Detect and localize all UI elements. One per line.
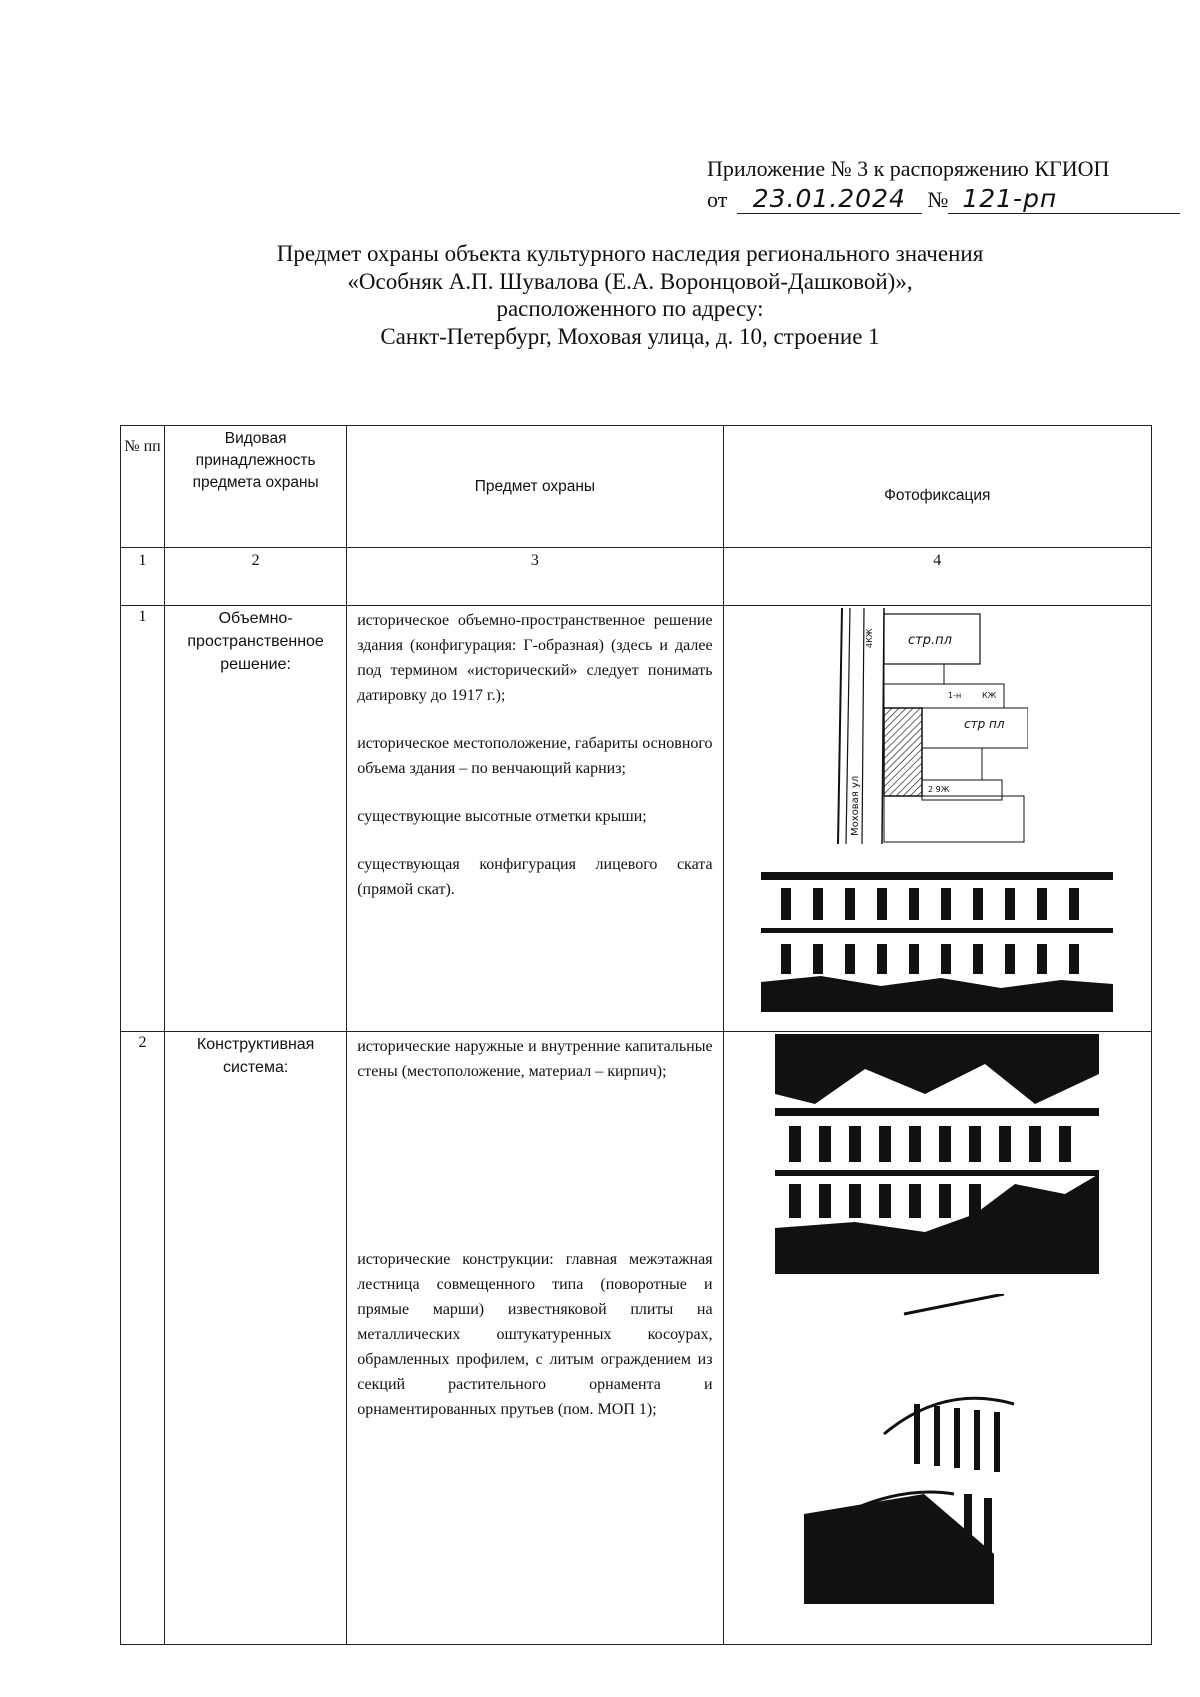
column-number-row (121, 548, 1152, 606)
subject-item: существующая конфигурация лицевого ската (прямой скат). (357, 856, 713, 898)
column-number: 2 (165, 548, 347, 606)
header-num: № пп (121, 426, 165, 548)
title-line-3: расположенного по адресу: (496, 296, 764, 321)
table-header-row (121, 426, 1152, 548)
protection-subject-table (120, 425, 1152, 1645)
row-subject (347, 1032, 723, 1645)
subject-item: историческое объемно-пространственное решение здания (конфигурация: Г-образная) (здесь и далее под термином «исторический» следует понимать датировку до 1917 г.); (357, 612, 713, 704)
row-photos (723, 1032, 1151, 1645)
number-label: № (927, 187, 949, 212)
row-subject (347, 606, 723, 1032)
staircase-photo (804, 1294, 1064, 1604)
order-date: 23.01.2024 (737, 184, 922, 214)
annex-date-number (707, 184, 1180, 214)
facade-photo (761, 864, 1113, 1012)
from-label: от (707, 187, 728, 212)
subject-item: существующие высотные отметки крыши; (357, 808, 647, 825)
map-label-plot2: стр пл (963, 717, 1005, 731)
annex-reference: Приложение № 3 к распоряжению КГИОП (707, 156, 1110, 181)
row-kind: Объемно-пространственное решение: (165, 606, 347, 1032)
title-line-1: Предмет охраны объекта культурного наследия регионального значения (276, 241, 984, 266)
map-label-floors: КЖ (981, 691, 996, 700)
table-row (121, 606, 1152, 1032)
column-number: 4 (723, 548, 1151, 606)
order-number: 121-рп (948, 184, 1180, 214)
column-number: 1 (121, 548, 165, 606)
header-photo: Фотофиксация (723, 426, 1151, 548)
document-title (150, 240, 1110, 350)
row-photos (723, 606, 1151, 1032)
map-label-floors: 4КЖ (864, 628, 874, 648)
map-label-floors: 1-н (947, 691, 961, 700)
map-label-street: Моховая ул (849, 775, 861, 836)
row-kind: Конструктивная система: (165, 1032, 347, 1645)
row-number: 1 (121, 606, 165, 1032)
subject-item: исторические конструкции: главная межэтажная лестница совмещенного типа (поворотные и прямые марши) известняковой плиты на металлических оштукатуренных косоурах, обрамленных профилем, с литым ограждением из секций растительного орнамента и орнаментированных прутьев (пом. МОП 1); (357, 1251, 713, 1418)
header-kind: Видовая принадлежность предмета охраны (165, 426, 347, 548)
site-plan-map (836, 608, 1028, 844)
subject-item: исторические наружные и внутренние капитальные стены (местоположение, материал – кирпич); (357, 1038, 713, 1080)
header-subject: Предмет охраны (347, 426, 723, 548)
title-line-4: Санкт-Петербург, Моховая улица, д. 10, строение 1 (380, 323, 880, 349)
title-line-2: «Особняк А.П. Шувалова (Е.А. Воронцовой-Дашковой)», (347, 268, 913, 294)
building-photo (775, 1034, 1099, 1274)
row-number: 2 (121, 1032, 165, 1645)
map-label-plot1: стр.пл (907, 633, 952, 648)
subject-item: историческое местоположение, габариты основного объема здания – по венчающий карниз; (357, 735, 713, 777)
table-row (121, 1032, 1152, 1645)
column-number: 3 (347, 548, 723, 606)
map-label-floors: 2 9Ж (927, 785, 949, 794)
